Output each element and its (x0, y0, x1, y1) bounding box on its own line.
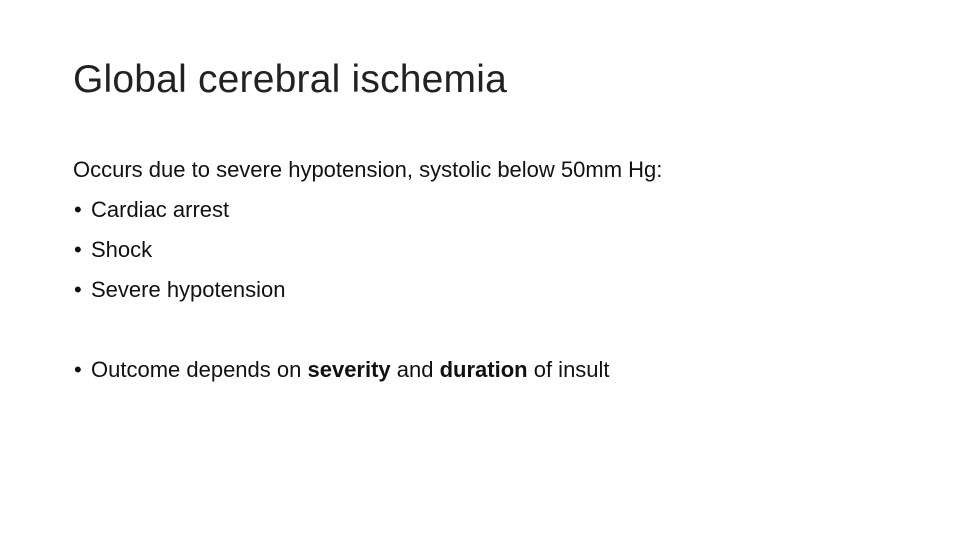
bullet-icon: • (74, 277, 82, 302)
outcome-bold-severity: severity (307, 357, 391, 382)
spacer (73, 310, 933, 350)
outcome-text-part2: and (390, 357, 440, 382)
bullet-item (73, 270, 933, 310)
bullet-text: Cardiac arrest (91, 197, 230, 222)
outcome-text-part3: of insult (527, 357, 610, 382)
bullet-item (73, 230, 933, 270)
bullet-icon: • (74, 197, 82, 222)
bullet-item (73, 190, 933, 230)
outcome-bullet-item (73, 350, 933, 390)
bullet-icon: • (74, 237, 82, 262)
intro-text: Occurs due to severe hypotension, systolic below 50mm Hg: (73, 157, 663, 182)
bullet-text: Severe hypotension (91, 277, 286, 302)
outcome-bold-duration: duration (439, 357, 528, 382)
slide-title: Global cerebral ischemia (73, 58, 507, 101)
slide-body (73, 150, 933, 390)
bullet-icon: • (74, 357, 82, 382)
outcome-text-part1: Outcome depends on (91, 357, 308, 382)
bullet-text: Shock (91, 237, 153, 262)
